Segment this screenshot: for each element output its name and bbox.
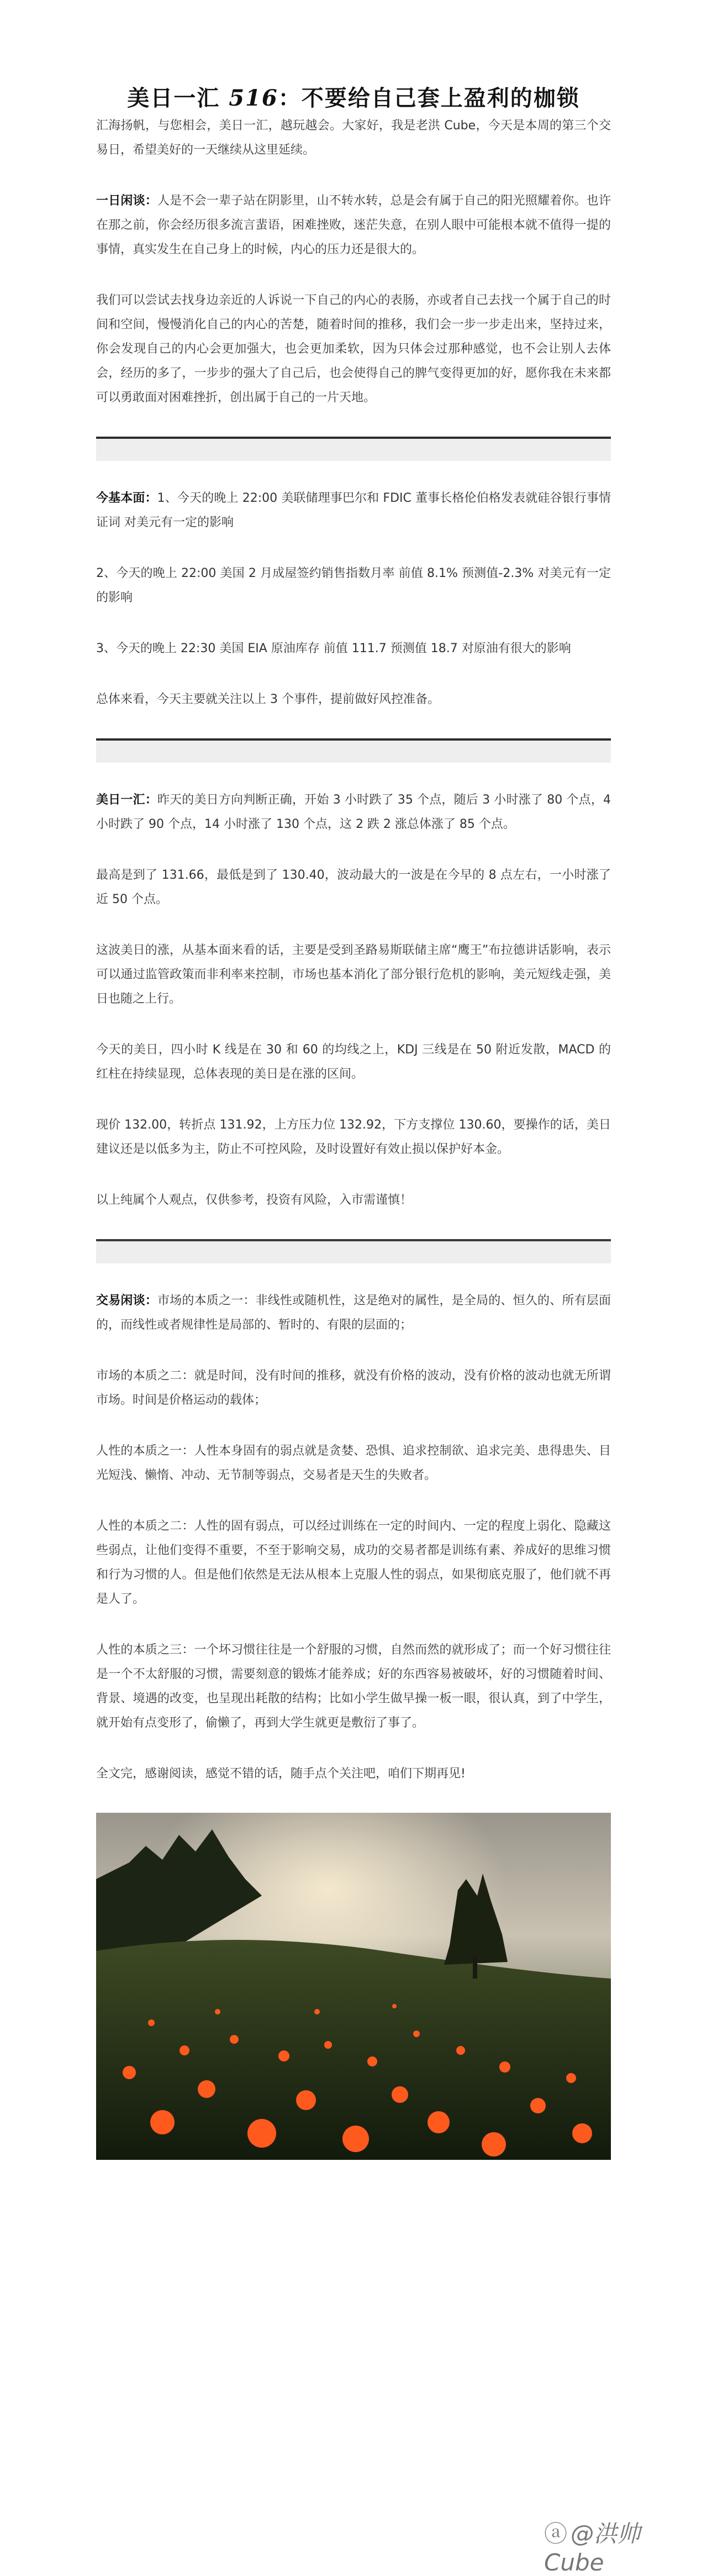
author-watermark	[544, 2516, 699, 2576]
title-prefix: 美日一汇	[127, 85, 229, 111]
trading-paragraph-2: 市场的本质之二：就是时间，没有时间的推移，就没有价格的波动，没有价格的波动也就无所谓市场。时间是价格运动的载体；	[96, 1369, 611, 1407]
trading-paragraph-4: 人性的本质之二：人性的固有弱点，可以经过训练在一定的时间内、一定的程度上弱化、隐藏这些弱点，让他们变得不重要，不至于影响交易，成功的交易者都是训练有素、养成好的思维习惯和行为习惯的人。但是他们依然是无法从根本上克服人性的弱点，如果彻底克服了，他们就不再是人了。	[96, 1519, 611, 1606]
section-divider	[96, 738, 611, 763]
article-title	[96, 0, 611, 114]
fundamentals-label: 今基本面：	[96, 491, 157, 505]
daily-read-paragraph-2: 我们可以尝试去找身边亲近的人诉说一下自己的内心的表肠，亦或者自己去找一个属于自己的时间和空间，慢慢消化自己的内心的苦楚，随着时间的推移，我们会一步一步走出来，坚持过来，你会发现自己的内心会更加强大，也会更加柔软，因为只体会过那种感觉，也不会让别人去体会，经历的多了，一步步的强大了自己后，也会使得自己的脾气变得更加的好，愿你我在未来都可以勇敢面对困难挫折，创出属于自己的一片天地。	[96, 293, 611, 405]
daily-read-text: 人是不会一辈子站在阴影里，山不转水转，总是会有属于自己的阳光照耀着你。也许在那之前，你会经历很多流言蜚语，困难挫败，迷茫失意，在别人眼中可能根本就不值得一提的事情，真实发生在自己身上的时候，内心的压力还是很大的。	[96, 194, 611, 256]
usdjpy-paragraph-3: 这波美日的涨，从基本面来看的话，主要是受到圣路易斯联储主席“鹰王”布拉德讲话影响，表示可以通过监管政策而非利率来控制，市场也基本消化了部分银行危机的影响，美元短线走强，美日也随之上行。	[96, 943, 611, 1006]
article-body	[96, 0, 611, 2160]
fundamentals-item-1	[96, 486, 611, 535]
trading-paragraph-3: 人性的本质之一：人性本身固有的弱点就是贪婪、恐惧、追求控制欲、追求完美、患得患失、目光短浅、懒惰、冲动、无节制等弱点，交易者是天生的失败者。	[96, 1444, 611, 1482]
trading-label: 交易闲谈：	[96, 1294, 157, 1308]
daily-read-label: 一日闲谈：	[96, 194, 157, 208]
title-number: 516	[229, 85, 278, 111]
closing-paragraph: 全文完，感谢阅读，感觉不错的话，随手点个关注吧，咱们下期再见!	[96, 1767, 466, 1781]
trading-paragraph-1	[96, 1289, 611, 1337]
intro-paragraph: 汇海扬帆，与您相会，美日一汇，越玩越会。大家好，我是老洪 Cube，今天是本周的第三个交易日，希望美好的一天继续从这里延续。	[96, 119, 611, 157]
usdjpy-text-1: 昨天的美日方向判断正确，开始 3 小时跌了 35 个点，随后 3 小时涨了 80 个点，4 小时跌了 90 个点，14 小时涨了 130 个点，这 2 跌 2 涨总体涨了 85 个点。	[96, 793, 611, 831]
usdjpy-paragraph-4: 今天的美日，四小时 K 线是在 30 和 60 的均线之上，KDJ 三线是在 50 附近发散，MACD 的红柱在持续显现，总体表现的美日是在涨的区间。	[96, 1043, 611, 1081]
usdjpy-paragraph-5: 现价 132.00，转折点 131.92，上方压力位 132.92，下方支撑位 130.60，要操作的话，美日建议还是以低多为主，防止不可控风险，及时设置好有效止损以保护好本金。	[96, 1118, 611, 1156]
usdjpy-paragraph-2: 最高是到了 131.66，最低是到了 130.40，波动最大的一波是在今早的 8 点左右，一小时涨了近 50 个点。	[96, 868, 611, 906]
daily-read-paragraph	[96, 189, 611, 262]
meadow-flower-photo	[96, 1813, 611, 2160]
usdjpy-paragraph-1	[96, 788, 611, 837]
trading-text-1: 市场的本质之一：非线性或随机性，这是绝对的属性，是全局的、恒久的、所有层面的，而线性或者规律性是局部的、暂时的、有限的层面的；	[96, 1294, 611, 1332]
section-divider	[96, 437, 611, 461]
usdjpy-label: 美日一汇：	[96, 793, 157, 807]
usdjpy-disclaimer: 以上纯属个人观点，仅供参考，投资有风险，入市需谨慎！	[96, 1193, 413, 1207]
trading-paragraph-5: 人性的本质之三：一个坏习惯往往是一个舒服的习惯，自然而然的就形成了；而一个好习惯往往是一个不太舒服的习惯，需要刻意的锻炼才能养成；好的东西容易被破坏，好的习惯随着时间、背景、境遇的改变，也呈现出耗散的结构；比如小学生做早操一板一眼，很认真，到了中学生，就开始有点变形了，偷懒了，再到大学生就更是敷衍了事了。	[96, 1643, 611, 1730]
fundamentals-summary: 总体来看，今天主要就关注以上 3 个事件，提前做好风控准备。	[96, 692, 440, 706]
photo-tree-trunk	[473, 1956, 477, 1979]
photo-scene	[96, 1813, 611, 2160]
watermark-logo-icon: ⓐ	[544, 2520, 568, 2547]
title-suffix: ：不要给自己套上盈利的枷锁	[278, 85, 580, 111]
watermark-text: @洪帅Cube	[544, 2520, 641, 2576]
fundamentals-item-2: 2、今天的晚上 22:00 美国 2 月成屋签约销售指数月率 前值 8.1% 预测值-2.3% 对美元有一定的影响	[96, 566, 611, 605]
fundamentals-item-3: 3、今天的晚上 22:30 美国 EIA 原油库存 前值 111.7 预测值 18.7 对原油有很大的影响	[96, 642, 571, 655]
section-divider	[96, 1239, 611, 1263]
fundamentals-item-1-text: 1、今天的晚上 22:00 美联储理事巴尔和 FDIC 董事长格伦伯格发表就硅谷银行事情证词 对美元有一定的影响	[96, 491, 611, 529]
